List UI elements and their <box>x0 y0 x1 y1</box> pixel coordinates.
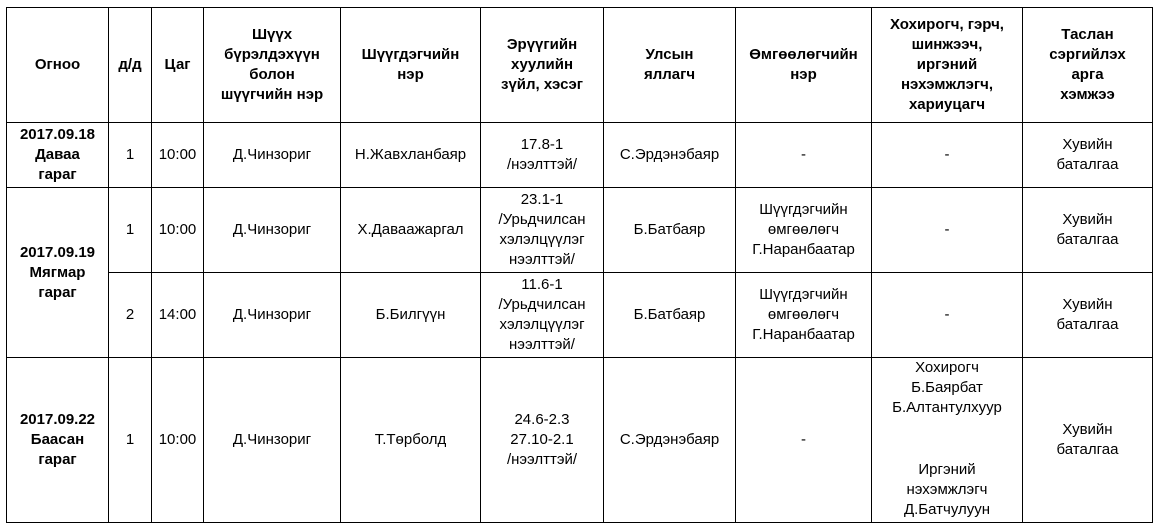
table-row <box>7 188 1153 273</box>
time-cell: 14:00 <box>152 273 204 358</box>
law-article-cell: 23.1-1 /Урьдчилсан хэлэлцүүлэг нээлттэй/ <box>481 188 604 273</box>
table-row <box>7 123 1153 188</box>
judge-cell: Д.Чинзориг <box>204 358 341 523</box>
number-cell: 1 <box>109 123 152 188</box>
defender-cell: Шүүгдэгчийн өмгөөлөгч Г.Наранбаатар <box>736 188 872 273</box>
defendant-cell: Х.Даваажаргал <box>341 188 481 273</box>
header-judge: Шүүх бүрэлдэхүүн болон шүүгчийн нэр <box>204 8 341 123</box>
prosecutor-cell: С.Эрдэнэбаяр <box>604 358 736 523</box>
judge-cell: Д.Чинзориг <box>204 123 341 188</box>
number-cell: 1 <box>109 358 152 523</box>
measure-cell: Хувийн баталгаа <box>1023 273 1153 358</box>
defendant-cell: Б.Билгүүн <box>341 273 481 358</box>
prosecutor-cell: Б.Батбаяр <box>604 273 736 358</box>
number-cell: 1 <box>109 188 152 273</box>
header-defender: Өмгөөлөгчийн нэр <box>736 8 872 123</box>
defender-cell: - <box>736 358 872 523</box>
victim-cell: - <box>872 273 1023 358</box>
victim-list: Хохирогч Б.Баярбат Б.Алтантулхуур <box>892 359 1002 416</box>
defendant-cell: Н.Жавхланбаяр <box>341 123 481 188</box>
prosecutor-cell: С.Эрдэнэбаяр <box>604 123 736 188</box>
defendant-cell: Т.Төрболд <box>341 358 481 523</box>
table-row <box>7 358 1153 523</box>
law-article-cell: 17.8-1 /нээлттэй/ <box>481 123 604 188</box>
civil-plaintiff: Иргэний нэхэмжлэгч Д.Батчулуун <box>903 461 991 518</box>
header-victim-witness: Хохирогч, гэрч, шинжээч, иргэний нэхэмжлэгч, хариуцагч <box>872 8 1023 123</box>
number-cell: 2 <box>109 273 152 358</box>
judge-cell: Д.Чинзориг <box>204 188 341 273</box>
judge-cell: Д.Чинзориг <box>204 273 341 358</box>
header-law-article: Эрүүгийн хуулийн зүйл, хэсэг <box>481 8 604 123</box>
table-row <box>7 273 1153 358</box>
time-cell: 10:00 <box>152 358 204 523</box>
header-prosecutor: Улсын яллагч <box>604 8 736 123</box>
time-cell: 10:00 <box>152 188 204 273</box>
victim-cell: - <box>872 188 1023 273</box>
prosecutor-cell: Б.Батбаяр <box>604 188 736 273</box>
date-cell: 2017.09.22 Баасан гараг <box>7 358 109 523</box>
header-number: д/д <box>109 8 152 123</box>
victim-cell <box>872 358 1023 523</box>
header-date: Огноо <box>7 8 109 123</box>
header-preventive-measure: Таслан сэргийлэх арга хэмжээ <box>1023 8 1153 123</box>
defender-cell: Шүүгдэгчийн өмгөөлөгч Г.Наранбаатар <box>736 273 872 358</box>
defender-cell: - <box>736 123 872 188</box>
date-cell: 2017.09.19 Мягмар гараг <box>7 188 109 358</box>
measure-cell: Хувийн баталгаа <box>1023 358 1153 523</box>
measure-cell: Хувийн баталгаа <box>1023 123 1153 188</box>
spacer <box>875 418 1019 460</box>
header-row <box>7 8 1153 123</box>
law-article-cell: 24.6-2.3 27.10-2.1 /нээлттэй/ <box>481 358 604 523</box>
header-defendant: Шүүгдэгчийн нэр <box>341 8 481 123</box>
time-cell: 10:00 <box>152 123 204 188</box>
date-cell: 2017.09.18 Даваа гараг <box>7 123 109 188</box>
law-article-cell: 11.6-1 /Урьдчилсан хэлэлцүүлэг нээлттэй/ <box>481 273 604 358</box>
measure-cell: Хувийн баталгаа <box>1023 188 1153 273</box>
court-schedule-table <box>6 7 1153 523</box>
victim-cell: - <box>872 123 1023 188</box>
header-time: Цаг <box>152 8 204 123</box>
